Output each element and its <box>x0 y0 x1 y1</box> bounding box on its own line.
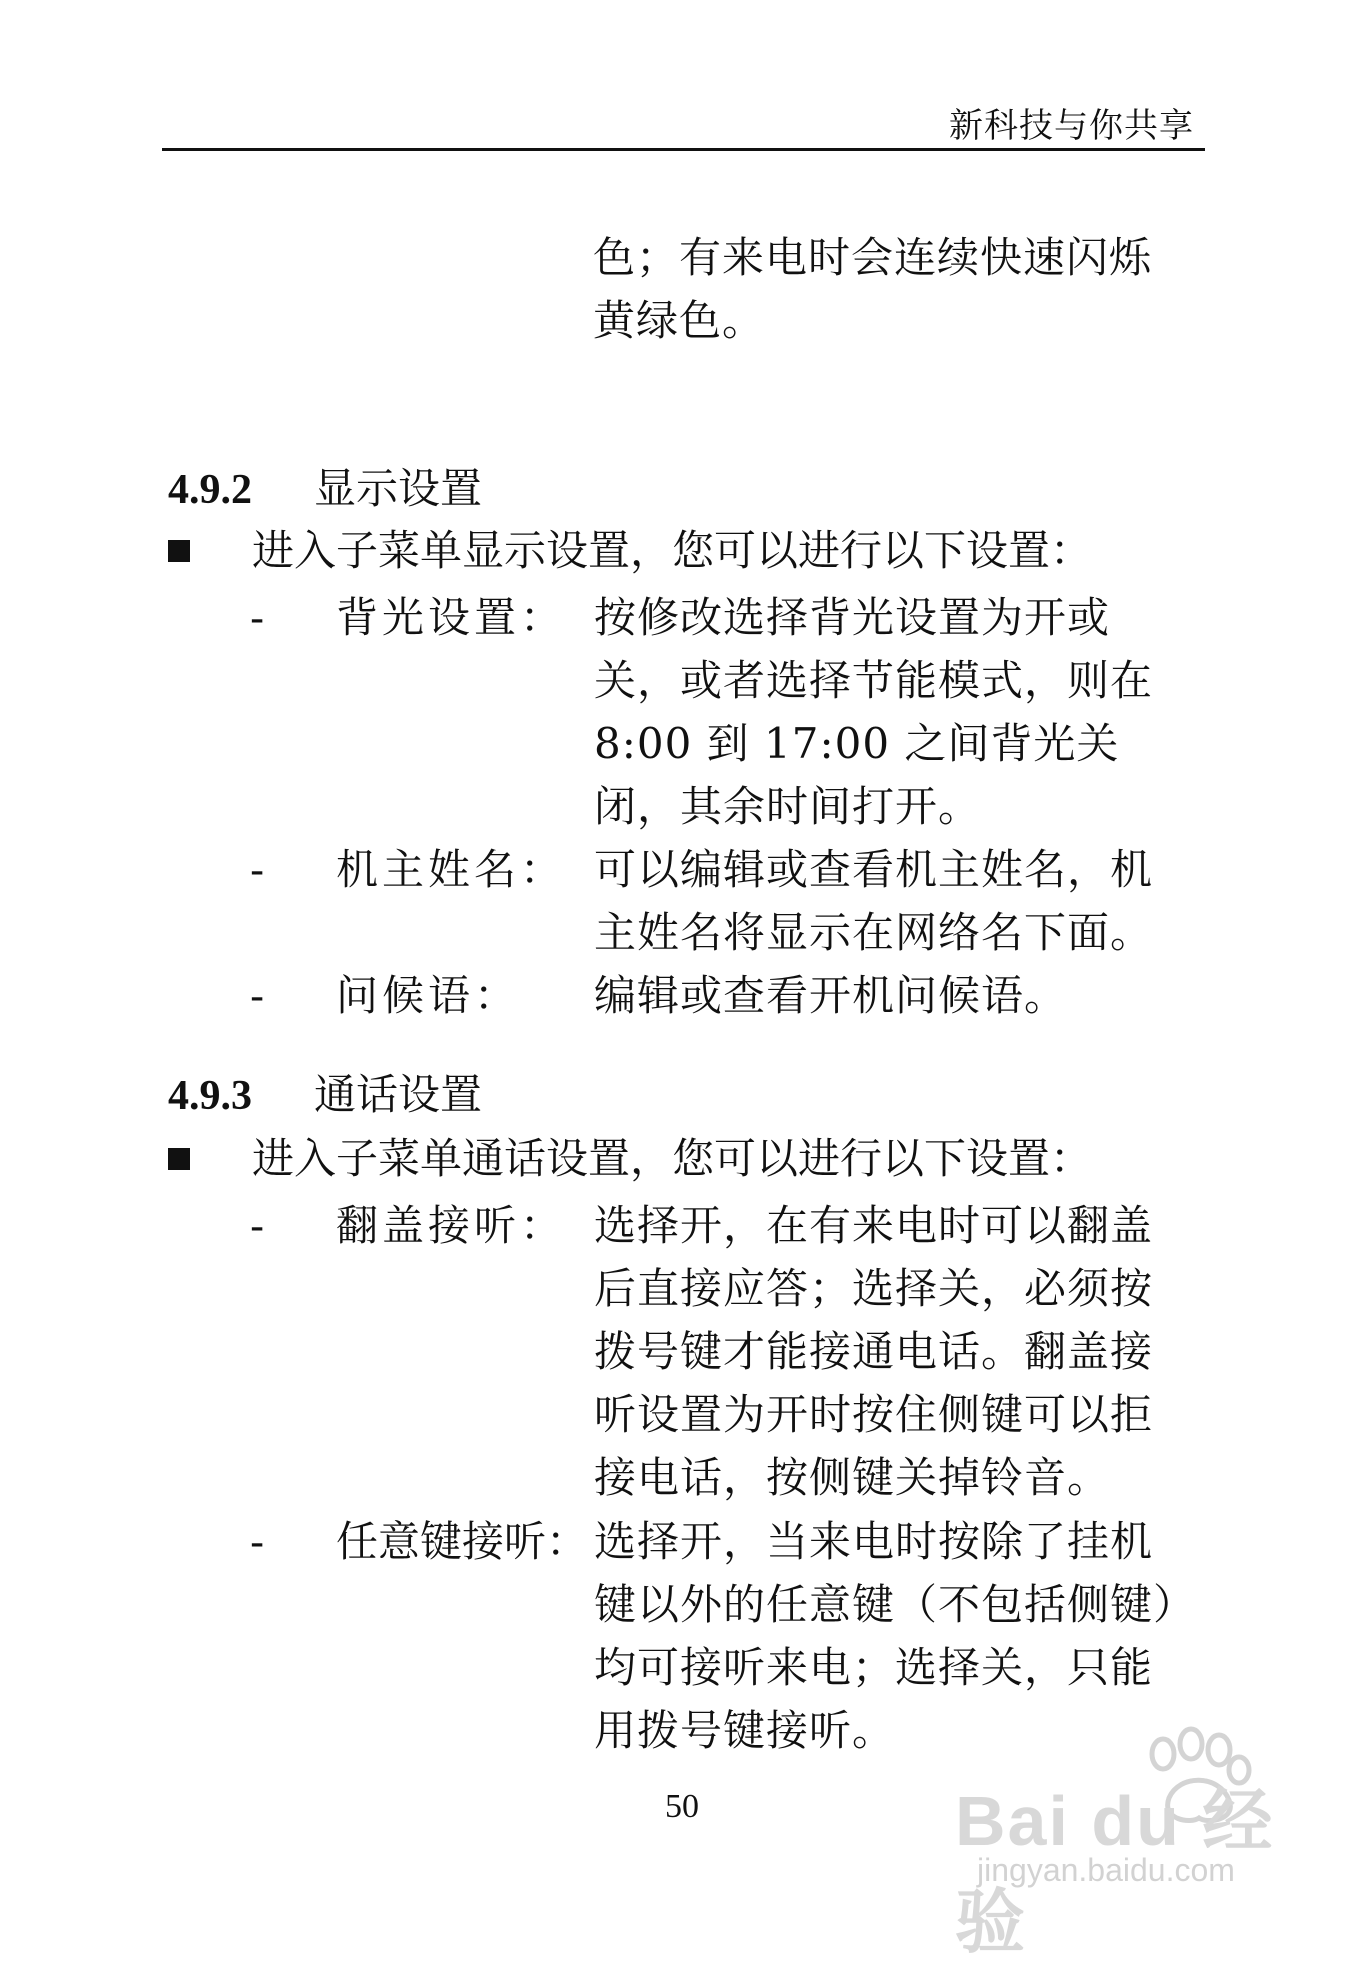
dash-marker: - <box>250 1201 265 1250</box>
dash-marker: - <box>250 1517 265 1566</box>
page-number: 50 <box>665 1788 699 1825</box>
intro-text: 进入子菜单显示设置，您可以进行以下设置： <box>252 526 1093 575</box>
section-title: 显示设置 <box>314 464 483 513</box>
setting-description: 按修改选择背光设置为开或关，或者选择节能模式，则在 8:00 到 17:00 之间背光关闭，其余时间打开。 <box>594 593 1154 831</box>
section-title: 通话设置 <box>314 1070 483 1119</box>
setting-label: 任意键接听： <box>336 1517 589 1566</box>
watermark-brand: Bai du 经验 <box>955 1782 1275 1961</box>
setting-description: 选择开，在有来电时可以翻盖后直接应答；选择关，必须按拨号键才能接通电话。翻盖接听设置为开时按住侧键可以拒接电话，按侧键关掉铃音。 <box>594 1201 1154 1502</box>
dash-marker: - <box>250 845 265 894</box>
section-number: 4.9.2 <box>168 467 252 513</box>
setting-label: 背光设置： <box>336 593 567 642</box>
setting-label: 机主姓名： <box>336 845 567 894</box>
square-bullet-icon <box>168 540 190 562</box>
setting-label: 问候语： <box>336 971 521 1020</box>
bullet-intro <box>168 524 1092 578</box>
continuation-text: 色；有来电时会连续快速闪烁黄绿色。 <box>593 233 1153 345</box>
setting-description: 选择开，当来电时按除了挂机键以外的任意键（不包括侧键）均可接听来电；选择关，只能用拨号键接听。 <box>594 1517 1176 1755</box>
section-heading <box>168 462 482 517</box>
setting-label: 翻盖接听： <box>336 1201 567 1250</box>
bullet-intro <box>168 1132 1092 1186</box>
setting-description: 编辑或查看开机问候语。 <box>594 971 1068 1020</box>
section-number: 4.9.3 <box>168 1073 252 1119</box>
intro-text: 进入子菜单通话设置，您可以进行以下设置： <box>252 1134 1093 1183</box>
header-title: 新科技与你共享 <box>949 106 1194 146</box>
watermark <box>955 1720 1315 1961</box>
section-heading <box>168 1068 482 1123</box>
watermark-url: jingyan.baidu.com <box>977 1852 1235 1888</box>
header-divider <box>162 148 1205 151</box>
square-bullet-icon <box>168 1148 190 1170</box>
setting-description: 可以编辑或查看机主姓名，机主姓名将显示在网络名下面。 <box>594 845 1154 957</box>
dash-marker: - <box>250 593 265 642</box>
dash-marker: - <box>250 971 265 1020</box>
